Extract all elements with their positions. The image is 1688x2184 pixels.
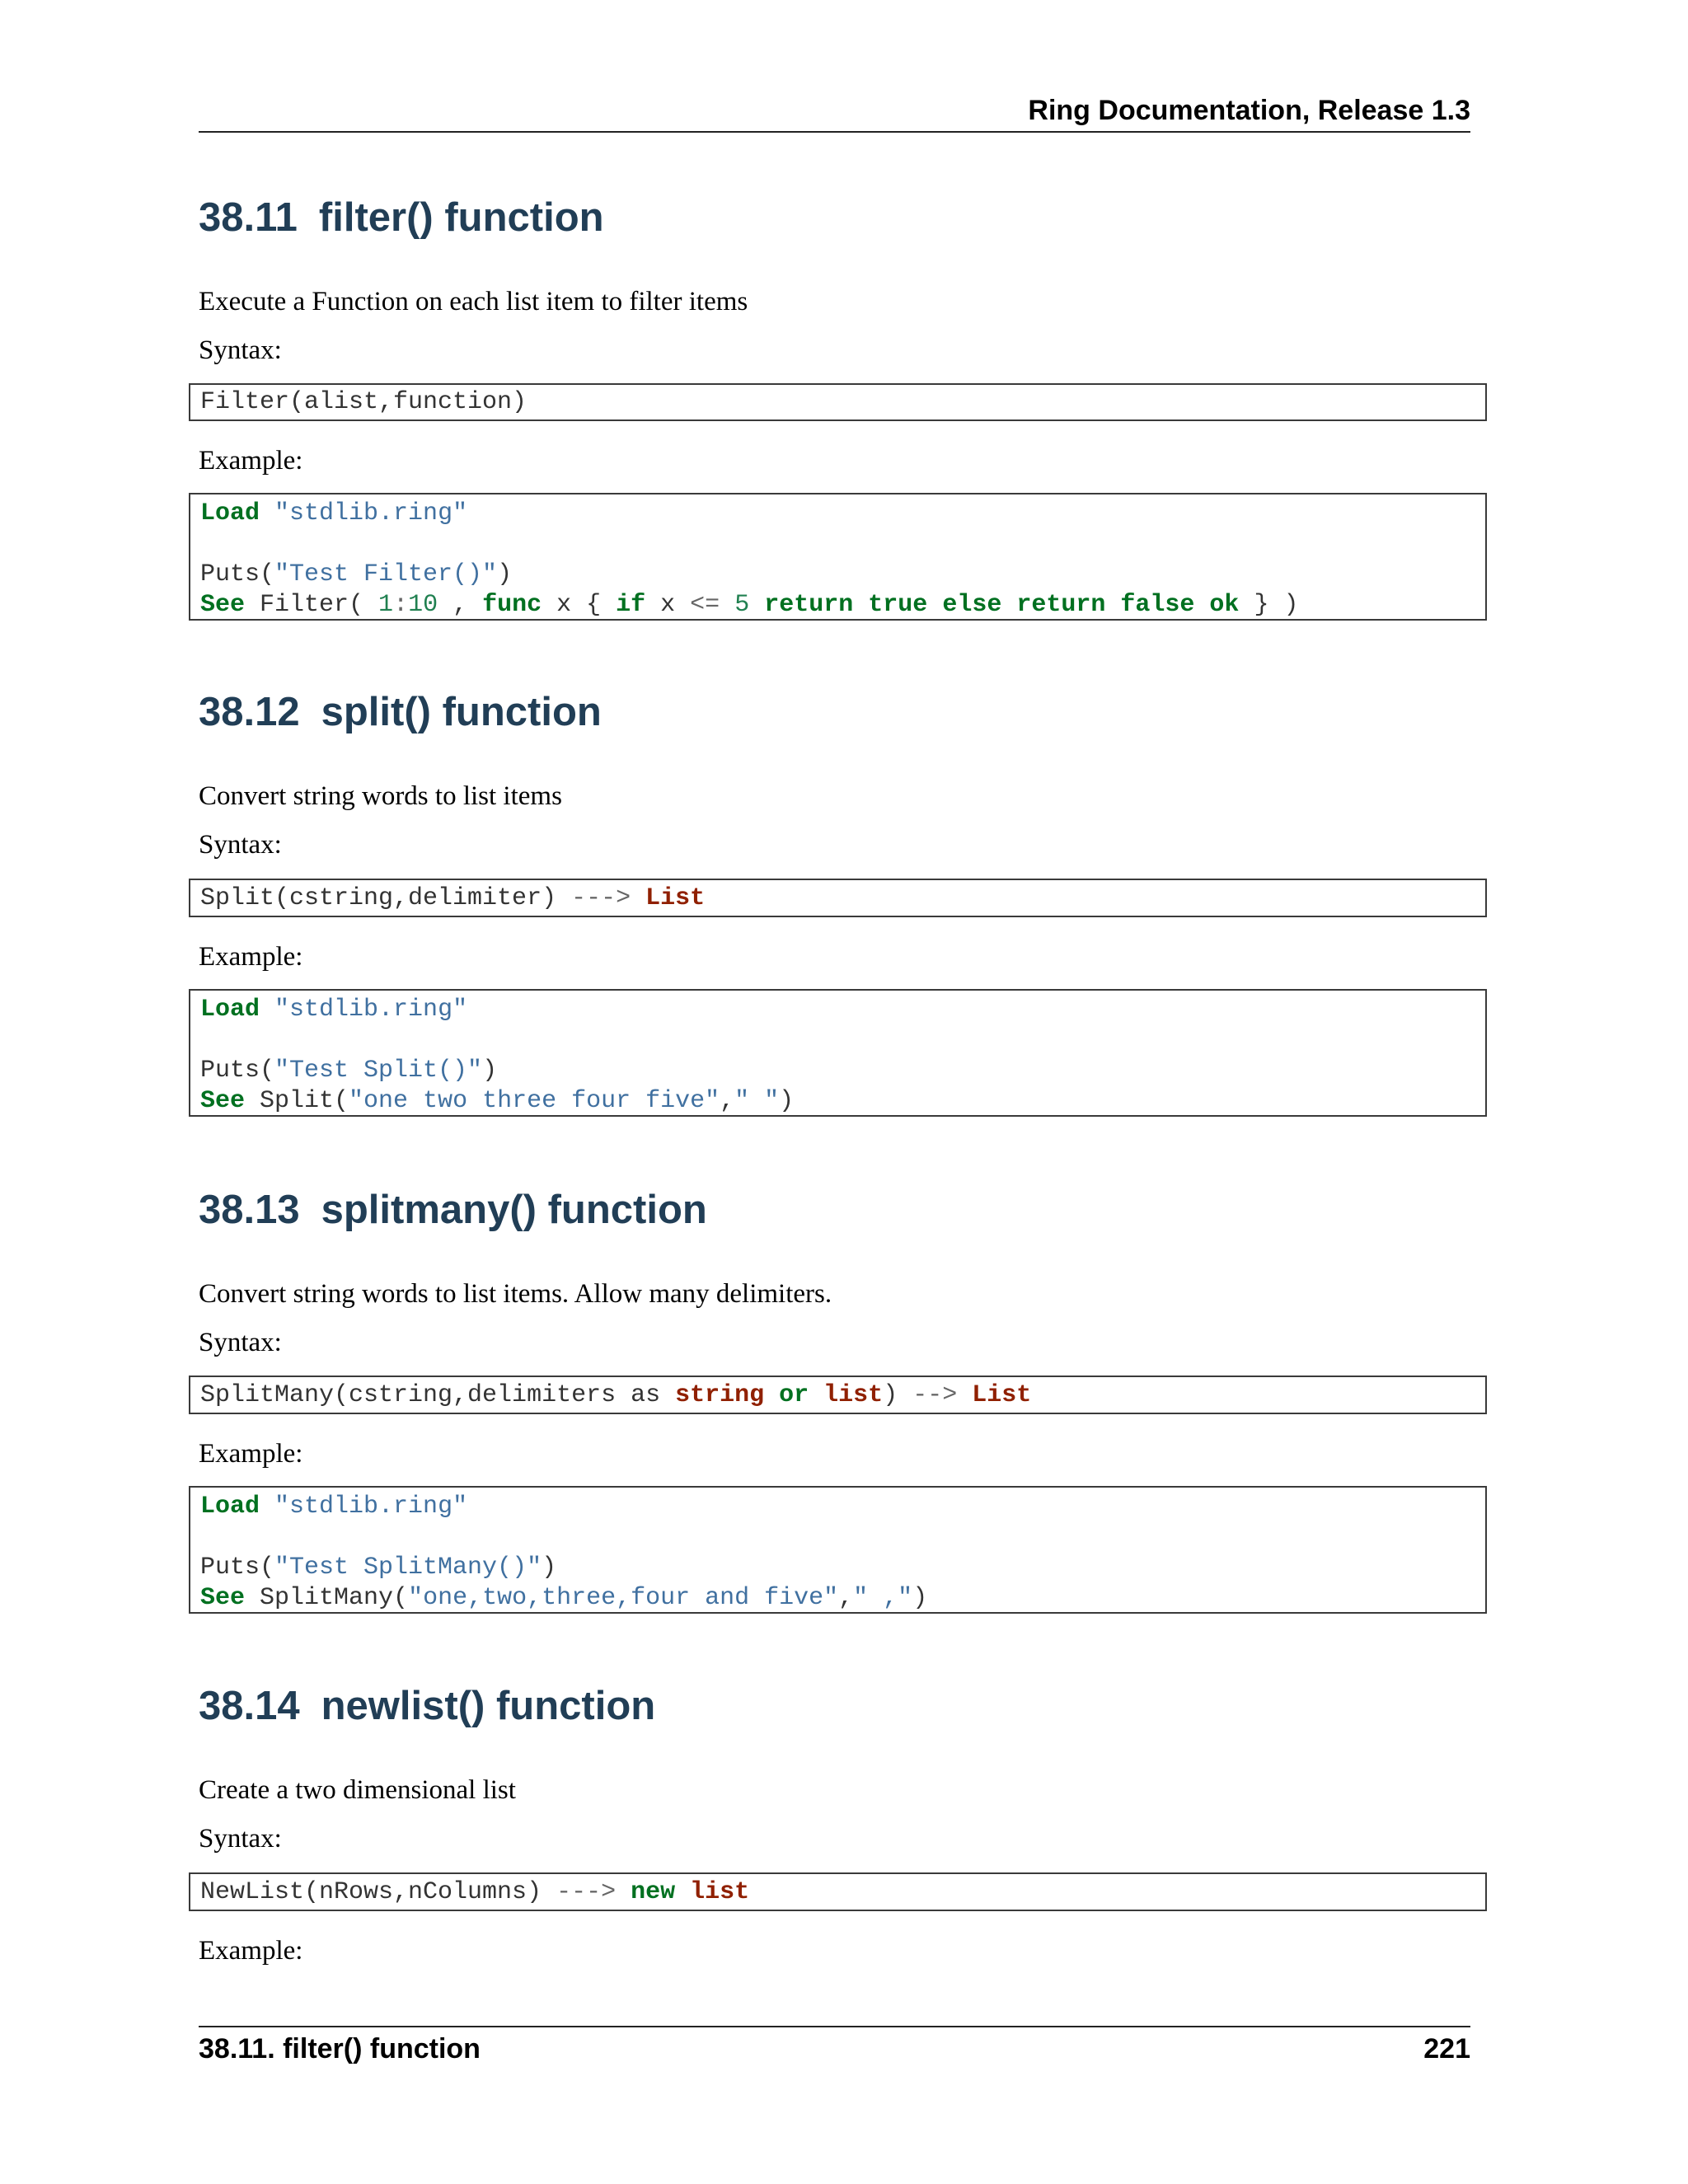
syntax-code-block xyxy=(189,1872,1487,1911)
code-listing xyxy=(200,995,1485,1117)
code-line: Load "stdlib.ring" xyxy=(200,499,468,527)
section-heading-splitmany xyxy=(199,1185,707,1235)
section-number: 38.11 xyxy=(199,195,298,240)
example-label: Example: xyxy=(199,446,303,476)
code-line: See Filter( 1:10 , func x { if x <= 5 return true else return false ok } ) xyxy=(200,591,1299,619)
code-line: See Split("one two three four five"," ") xyxy=(200,1087,795,1115)
code-line: Puts("Test Split()") xyxy=(200,1057,498,1085)
header-divider xyxy=(199,131,1470,133)
running-header: Ring Documentation, Release 1.3 xyxy=(1028,95,1470,126)
section-title: split() function xyxy=(321,690,602,734)
syntax-label: Syntax: xyxy=(199,1328,282,1357)
section-description: Execute a Function on each list item to filter items xyxy=(199,287,748,316)
section-title: newlist() function xyxy=(321,1684,656,1728)
code-listing xyxy=(200,499,1485,621)
syntax-label: Syntax: xyxy=(199,1824,282,1854)
example-label: Example: xyxy=(199,1439,303,1469)
section-description: Convert string words to list items. Allow many delimiters. xyxy=(199,1279,832,1309)
section-number: 38.14 xyxy=(199,1684,300,1728)
syntax-code-block xyxy=(189,1376,1487,1414)
footer-divider xyxy=(199,2026,1470,2027)
section-number: 38.13 xyxy=(199,1188,300,1232)
code-line: Load "stdlib.ring" xyxy=(200,1493,468,1521)
section-heading-newlist xyxy=(199,1681,655,1731)
section-heading-filter xyxy=(199,193,604,242)
code-line: Filter(alist,function) xyxy=(200,388,528,416)
code-listing xyxy=(200,1492,1485,1614)
code-line: See SplitMany("one,two,three,four and five"," ,") xyxy=(200,1584,928,1612)
section-description: Convert string words to list items xyxy=(199,781,562,811)
example-code-block xyxy=(189,493,1487,621)
syntax-label: Syntax: xyxy=(199,335,282,365)
code-line: Split(cstring,delimiter) ---> List xyxy=(200,884,706,912)
example-label: Example: xyxy=(199,942,303,972)
section-title: splitmany() function xyxy=(321,1188,707,1232)
code-line: Puts("Test Filter()") xyxy=(200,560,513,588)
code-line: NewList(nRows,nColumns) ---> new list xyxy=(200,1878,750,1906)
section-title: filter() function xyxy=(318,195,604,240)
page-number: 221 xyxy=(1423,2033,1470,2064)
example-code-block xyxy=(189,1486,1487,1614)
section-number: 38.12 xyxy=(199,690,300,734)
syntax-code-block xyxy=(189,383,1487,421)
syntax-code-block xyxy=(189,879,1487,917)
code-line: Load "stdlib.ring" xyxy=(200,996,468,1024)
code-line: Puts("Test SplitMany()") xyxy=(200,1554,557,1582)
example-label: Example: xyxy=(199,1936,303,1966)
footer-section-title: 38.11. filter() function xyxy=(199,2033,481,2064)
section-heading-split xyxy=(199,687,602,737)
syntax-label: Syntax: xyxy=(199,830,282,860)
section-description: Create a two dimensional list xyxy=(199,1775,516,1805)
example-code-block xyxy=(189,989,1487,1117)
code-line: SplitMany(cstring,delimiters as string or list) --> List xyxy=(200,1381,1032,1409)
